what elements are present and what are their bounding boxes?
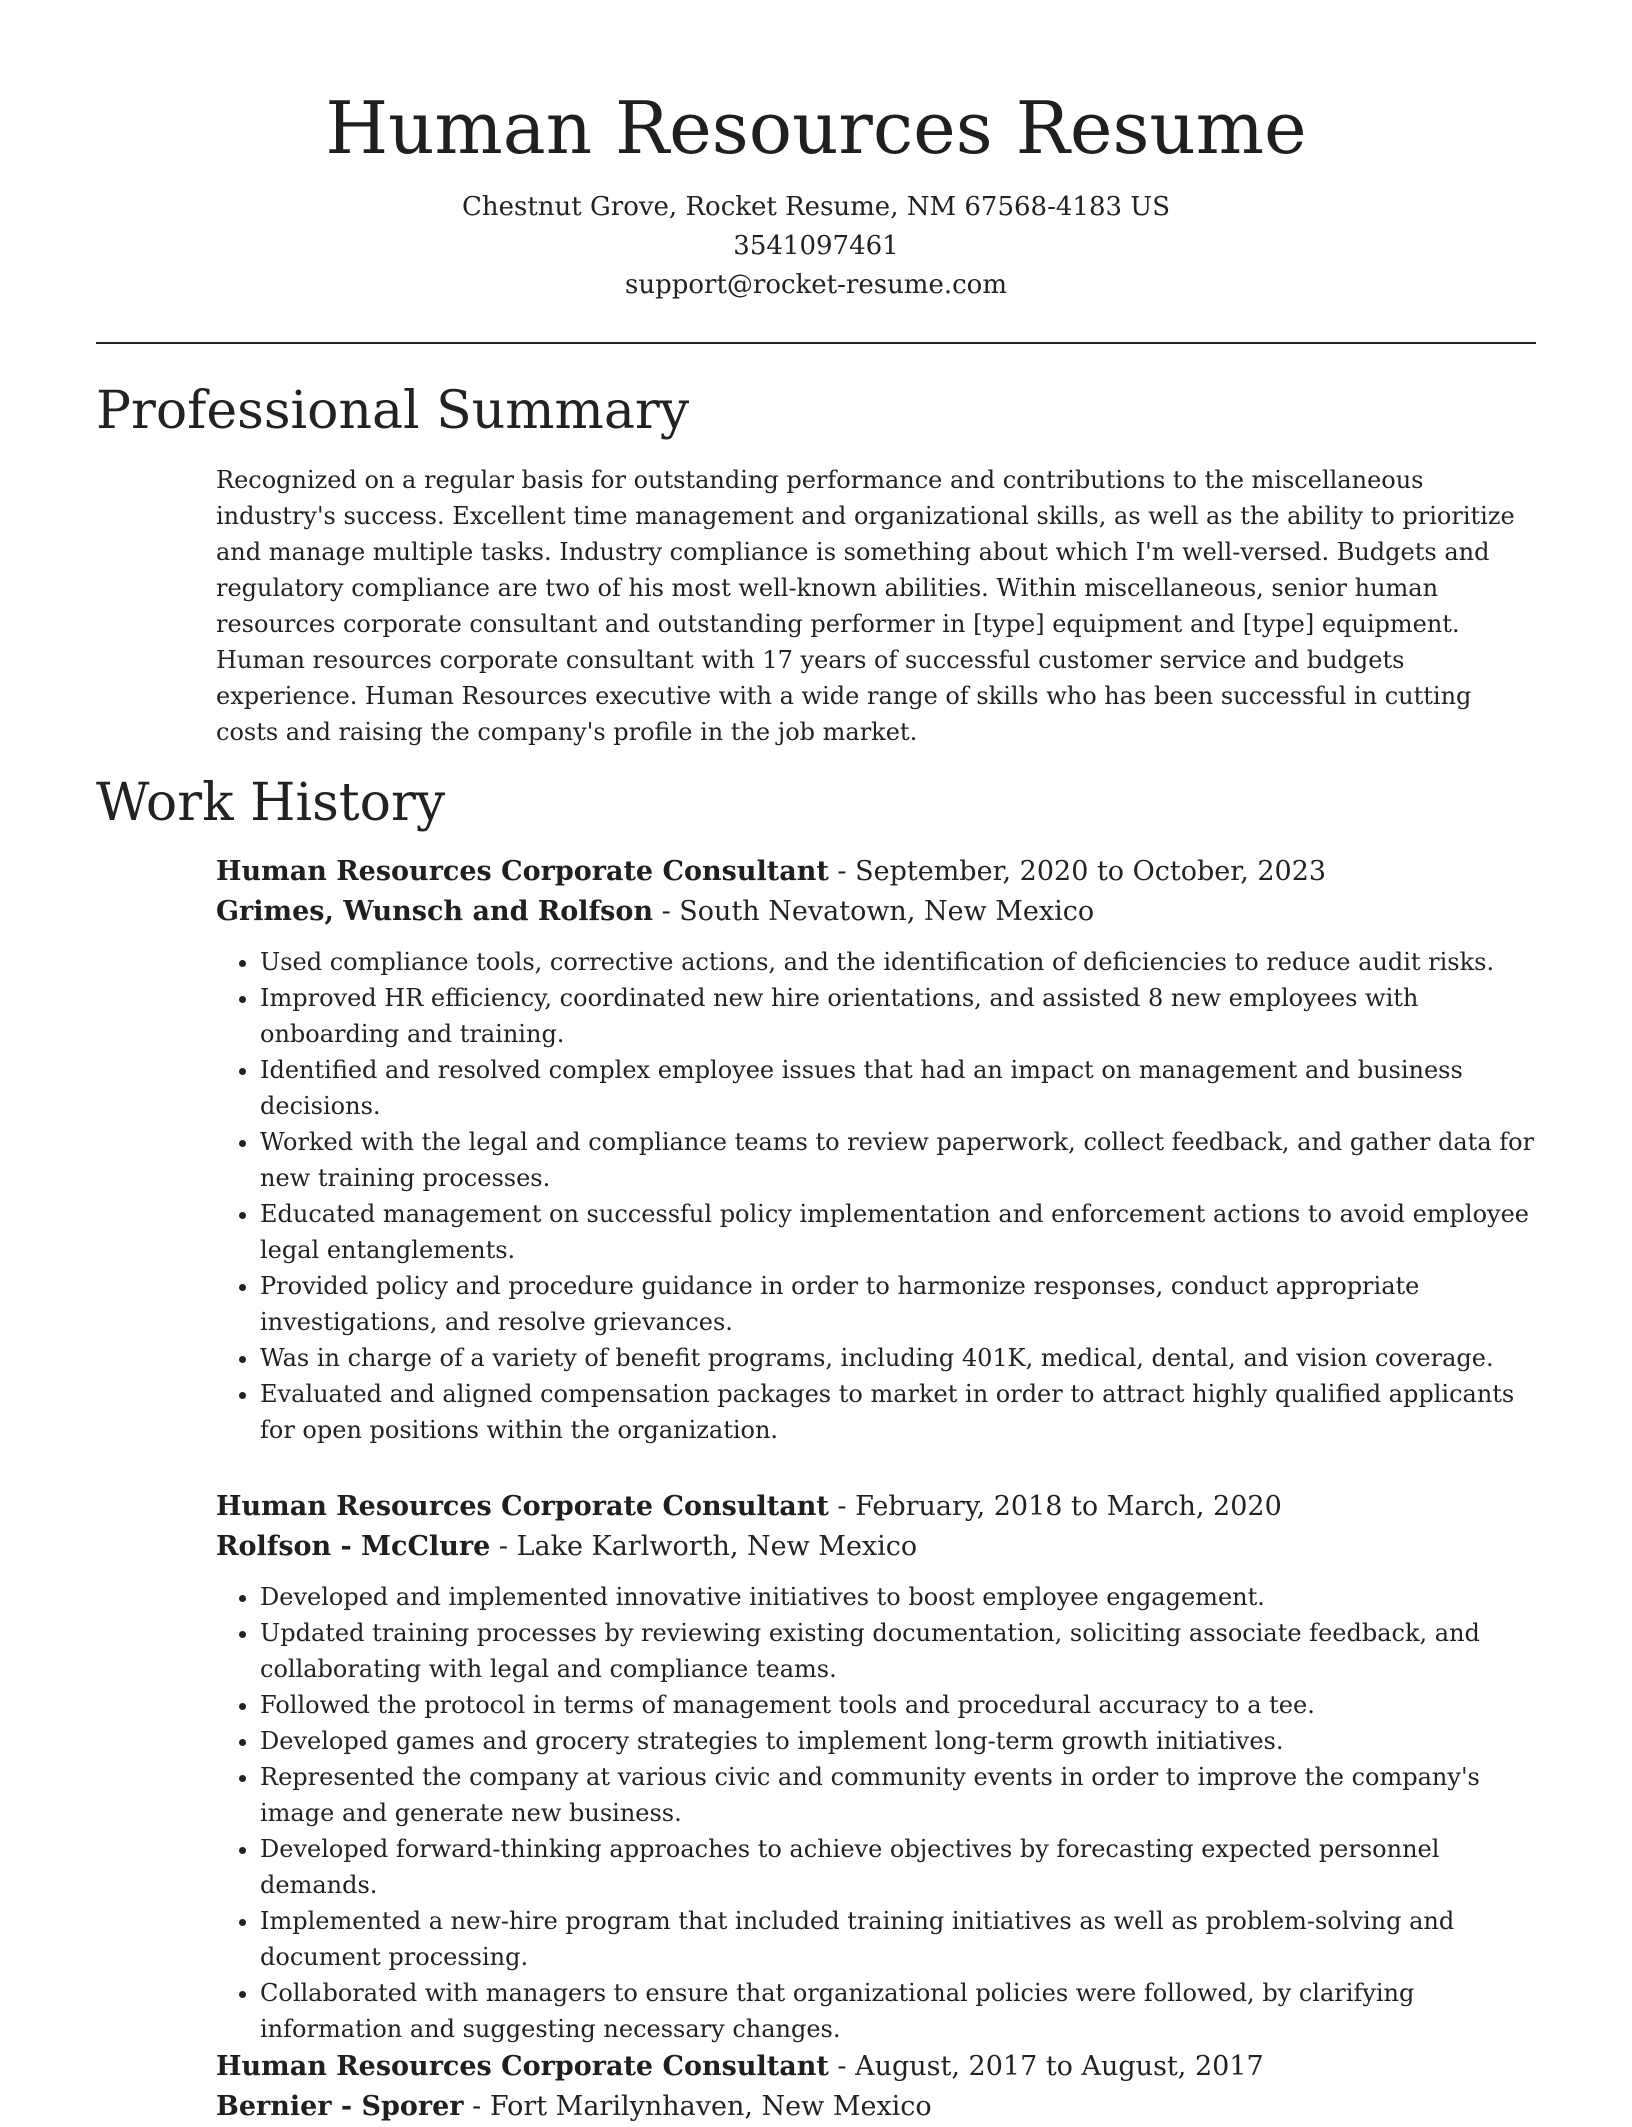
job-bullet: • Identified and resolved complex employee issues that had an impact on management and business decisions.	[260, 1052, 1536, 1124]
summary-heading: Professional Summary	[96, 381, 690, 441]
job-title: Human Resources Corporate Consultant	[216, 2051, 829, 2082]
email: support@rocket-resume.com	[624, 270, 1007, 300]
job-bullet: • Collaborated with managers to ensure that organizational policies were followed, by clarifying information and suggesting necessary changes.	[260, 1975, 1536, 2047]
job-title-line	[216, 2047, 1536, 2087]
job-bullet: • Updated training processes by reviewing existing documentation, soliciting associate feedback, and collaborating with legal and compliance teams.	[260, 1615, 1536, 1687]
company-name: Rolfson - McClure	[216, 1531, 491, 1562]
summary-text: Recognized on a regular basis for outstanding performance and contributions to the miscellaneous industry's success. Excellent time management and organizational skills, as well as the ability to prioritize and manage multiple tasks. Industry compliance is something about which I'm well-versed. Budgets and regulatory compliance are two of his most well-known abilities. Within miscellaneous, senior human resources corporate consultant and outstanding performer in [type] equipment and [type] equipment. Human resources corporate consultant with 17 years of successful customer service and budgets experience. Human Resources executive with a wide range of skills who has been successful in cutting costs and raising the company's profile in the job market.	[216, 466, 1515, 746]
job-bullet: • Represented the company at various civic and community events in order to improve the company's image and generate new business.	[260, 1759, 1536, 1831]
company-name: Grimes, Wunsch and Rolfson	[216, 896, 654, 927]
job-bullets	[216, 1579, 1536, 2047]
work-history-heading: Work History	[96, 773, 446, 833]
resume-name: Human Resources Resume	[325, 86, 1307, 170]
job-bullets	[216, 944, 1536, 1448]
job-entry	[216, 852, 1536, 1448]
job-bullet: • Used compliance tools, corrective actions, and the identification of deficiencies to reduce audit risks.	[260, 944, 1536, 980]
phone: 3541097461	[733, 231, 899, 261]
job-bullet: • Evaluated and aligned compensation packages to market in order to attract highly qualified applicants for open positions within the organization.	[260, 1376, 1536, 1448]
job-location: - South Nevatown, New Mexico	[653, 896, 1095, 927]
job-title: Human Resources Corporate Consultant	[216, 1491, 829, 1522]
job-entry	[216, 2047, 1536, 2127]
resume-header	[0, 78, 1632, 305]
job-dates: - September, 2020 to October, 2023	[828, 856, 1327, 887]
job-bullet: • Developed and implemented innovative initiatives to boost employee engagement.	[260, 1579, 1536, 1615]
job-location: - Lake Karlworth, New Mexico	[490, 1531, 918, 1562]
address: Chestnut Grove, Rocket Resume, NM 67568-4183 US	[461, 192, 1171, 222]
job-bullet: • Was in charge of a variety of benefit programs, including 401K, medical, dental, and vision coverage.	[260, 1340, 1536, 1376]
header-divider	[96, 342, 1536, 344]
job-bullet: • Provided policy and procedure guidance in order to harmonize responses, conduct appropriate investigations, and resolve grievances.	[260, 1268, 1536, 1340]
job-bullet: • Followed the protocol in terms of management tools and procedural accuracy to a tee.	[260, 1687, 1536, 1723]
job-dates: - February, 2018 to March, 2020	[828, 1491, 1282, 1522]
job-bullet: • Developed forward-thinking approaches to achieve objectives by forecasting expected personnel demands.	[260, 1831, 1536, 1903]
job-bullet: • Improved HR efficiency, coordinated new hire orientations, and assisted 8 new employees with onboarding and training.	[260, 980, 1536, 1052]
contact-block	[0, 188, 1632, 305]
job-location: - Fort Marilynhaven, New Mexico	[463, 2091, 932, 2122]
job-bullet: • Educated management on successful policy implementation and enforcement actions to avoid employee legal entanglements.	[260, 1196, 1536, 1268]
job-bullet: • Developed games and grocery strategies to implement long-term growth initiatives.	[260, 1723, 1536, 1759]
company-line	[216, 892, 1536, 932]
job-entry	[216, 1487, 1536, 2047]
job-bullet: • Worked with the legal and compliance teams to review paperwork, collect feedback, and gather data for new training processes.	[260, 1124, 1536, 1196]
job-bullet: • Implemented a new-hire program that included training initiatives as well as problem-solving and document processing.	[260, 1903, 1536, 1975]
company-name: Bernier - Sporer	[216, 2091, 464, 2122]
company-line	[216, 1527, 1536, 1567]
company-line	[216, 2087, 1536, 2127]
job-title-line	[216, 1487, 1536, 1527]
job-title: Human Resources Corporate Consultant	[216, 856, 829, 887]
job-dates: - August, 2017 to August, 2017	[828, 2051, 1264, 2082]
job-title-line	[216, 852, 1536, 892]
